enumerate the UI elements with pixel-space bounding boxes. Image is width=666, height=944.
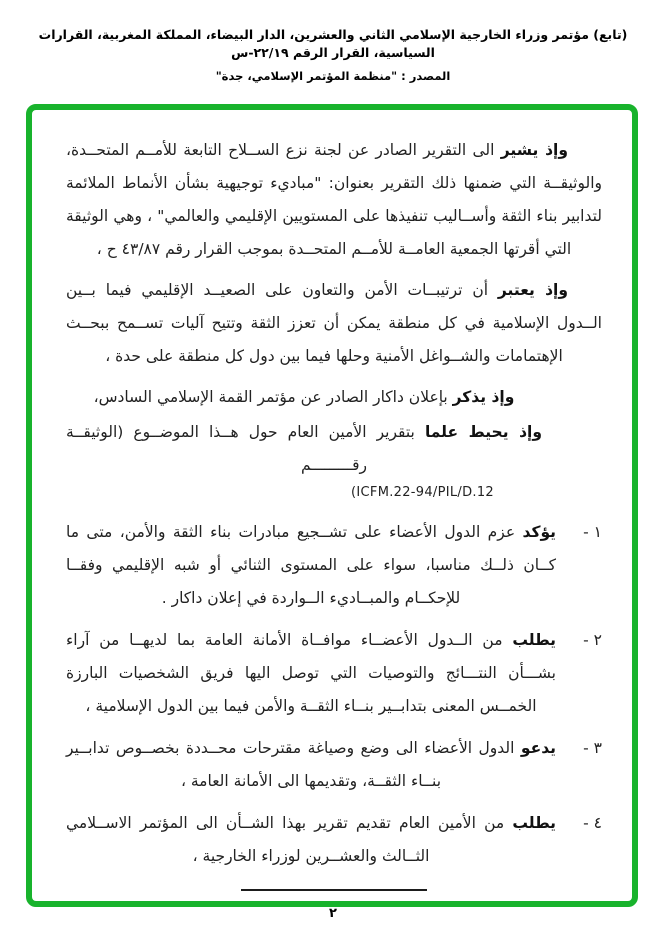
item-lead: يطلب [512, 631, 556, 650]
paragraph-text: الى التقرير الصادر عن لجنة نزع الســلاح التابعة للأمــم المتحــدة، والوثيقــة التي ضمنها ذلك التقرير بعنوان: "مباديء توجيهية بشأن الأنماط الملائمة لتدابير بناء الثقة وأســاليب تنفيذها على المستويين الإقليمي والعالمي" ، وهي الوثيقة التي أقرتها الجمعية العامــة للأمــم المتحــدة بموجب القرار رقم ٤٣/٨٧ ح ، [66, 141, 602, 259]
item-lead: يؤكد [522, 523, 556, 542]
paragraph-text: بإعلان داكار الصادر عن مؤتمر القمة الإسلامي السادس، [93, 388, 453, 407]
resolution-item-3 [66, 732, 602, 798]
paragraph-lead: وإذ يحيط علما [424, 423, 542, 442]
paragraph-lead: وإذ يشير [500, 141, 568, 160]
paragraph-text: أن ترتيبــات الأمن والتعاون على الصعيــد الإقليمي فيما بــين الــدول الإسلامية في كل منطقة يمكن أن تعزز الثقة وتتيح آليات تســمح ببحــث الإهتمامات والشــواغل الأمنية وحلها فيما بين دول كل منطقة على حدة ، [66, 281, 602, 366]
header-source-line: المصدر : "منظمة المؤتمر الإسلامي، جدة" [215, 69, 451, 84]
preamble-paragraph-4 [66, 416, 602, 482]
item-body: الدول الأعضاء الى وضع وصياغة مقترحات محــددة بخصــوص تدابــير بنــاء الثقــة، وتقديمها الى الأمانة العامة ، [66, 739, 521, 791]
item-lead: يطلب [512, 814, 556, 833]
item-lead: يدعو [520, 739, 556, 758]
paragraph-text: بتقرير الأمين العام حول هــذا الموضــوع (الوثيقــة رقـــــــــم [66, 423, 425, 475]
item-body: عزم الدول الأعضاء على تشــجيع مبادرات بناء الثقة والأمن، متى ما كــان ذلــك مناسبا، سواء على المستوى الثنائي أو شبه الإقليمي وفقــا للإحكــام والمبــاديء الــواردة في إعلان داكار . [66, 523, 556, 608]
end-of-resolution-divider [241, 889, 427, 891]
item-number: ١ - [583, 523, 602, 542]
resolution-body [32, 110, 632, 891]
preamble-paragraph-2 [66, 274, 602, 373]
item-text [66, 624, 556, 723]
source-header [0, 0, 666, 83]
item-text [66, 807, 556, 873]
item-text [66, 516, 556, 615]
preamble-paragraph-1 [66, 134, 602, 266]
header-citation-line: (تابع) مؤتمر وزراء الخارجية الإسلامي الثاني والعشرين، الدار البيضاء، المملكة المغربية، القرارات السياسية، القرار الرقم ٢٢/١٩-س [38, 27, 628, 61]
item-body: من الــدول الأعضــاء موافــاة الأمانة العامة بما لديهــا من آراء بشـــأن النتـــائج والتوصيات التي توصل اليها فريق الشخصيات البارزة الخمــس المعنى بتدابــير بنــاء الثقــة والأمن فيما بين الدول الإسلامية ، [66, 631, 556, 716]
item-body: من الأمين العام تقديم تقرير بهذا الشــأن الى المؤتمر الاســلامي الثــالث والعشــرين لوزراء الخارجية ، [66, 814, 513, 866]
item-number: ٤ - [583, 814, 602, 833]
highlight-border-box [26, 104, 638, 907]
document-reference-code: (ICFM.22-94/PIL/D.12 [351, 485, 494, 501]
resolution-item-2 [66, 624, 602, 723]
item-number: ٢ - [583, 631, 602, 650]
preamble-paragraph-3 [66, 381, 602, 414]
item-number: ٣ - [583, 739, 602, 758]
resolution-item-4 [66, 807, 602, 873]
paragraph-lead: وإذ يعتبر [497, 281, 569, 300]
item-text [66, 732, 556, 798]
page-number: ٢ [329, 906, 337, 921]
paragraph-lead: وإذ يذكر [452, 388, 515, 407]
resolution-item-1 [66, 516, 602, 615]
